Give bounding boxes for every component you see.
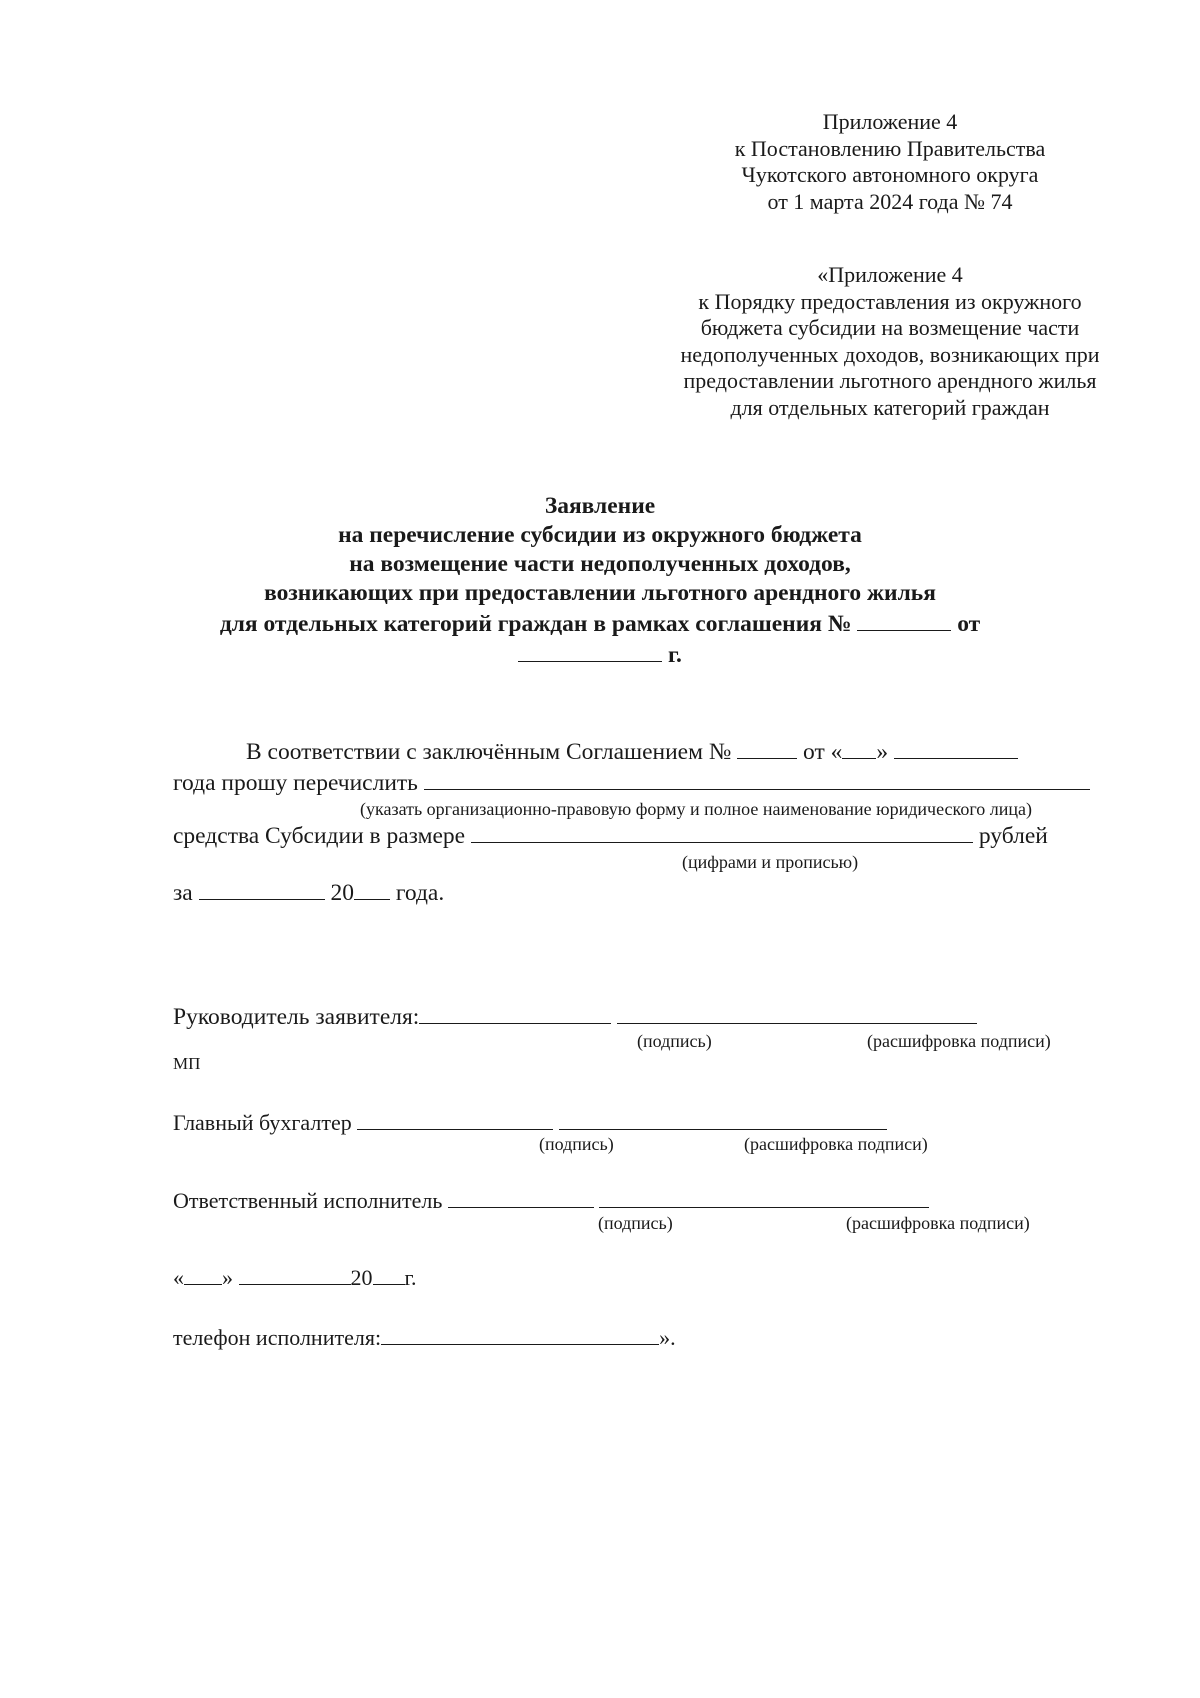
for-period-text: за: [173, 880, 193, 906]
subsidy-amount-field[interactable]: [471, 820, 973, 843]
date-day-field[interactable]: [184, 1262, 222, 1285]
header-attachment-line: Чукотского автономного округа: [741, 162, 1039, 187]
quote-close: »: [876, 739, 889, 765]
head-name-field[interactable]: [617, 1001, 977, 1024]
seal-mark: МП: [173, 1054, 201, 1073]
agreement-reference-text: В соответствии с заключённым Соглашением №: [246, 739, 732, 765]
accountant-signature-field[interactable]: [357, 1107, 553, 1130]
order-attachment: [630, 262, 1150, 421]
phone-closing: ».: [659, 1325, 676, 1350]
body-line-4: [173, 877, 444, 907]
order-attachment-line: для отдельных категорий граждан: [730, 394, 1050, 420]
order-attachment-line: предоставлении льготного арендного жилья: [683, 368, 1097, 393]
period-month-field[interactable]: [199, 877, 325, 900]
executor-label: Ответственный исполнитель: [173, 1188, 443, 1213]
order-attachment-line: бюджета субсидии на возмещение части: [700, 315, 1080, 340]
title-line: возникающих при предоставлении льготного арендного жилья: [264, 580, 936, 606]
agreement-number-field[interactable]: [857, 608, 951, 631]
title-line: на возмещение части недополученных доходов,: [349, 551, 851, 577]
accountant-label: Главный бухгалтер: [173, 1110, 352, 1135]
title-line: Заявление: [544, 493, 656, 519]
legal-entity-caption: (указать организационно-правовую форму и полное наименование юридического лица): [360, 799, 1033, 819]
title-year-suffix: г.: [667, 642, 682, 668]
date-quote-open: «: [173, 1265, 184, 1290]
header-attachment: [680, 109, 1100, 215]
amount-caption: (цифрами и прописью): [682, 852, 859, 872]
request-transfer-text: года прошу перечислить: [173, 770, 418, 796]
head-signature-line: [173, 1001, 977, 1031]
header-attachment-line: Приложение 4: [822, 109, 958, 134]
body-line-2: [173, 767, 1090, 797]
subsidy-amount-text: средства Субсидии в размере: [173, 823, 466, 849]
title-line: на перечисление субсидии из окружного бюджета: [338, 522, 862, 548]
accountant-name-field[interactable]: [559, 1107, 887, 1130]
header-attachment-line: к Постановлению Правительства: [734, 135, 1046, 161]
title-agreement-text: для отдельных категорий граждан в рамках соглашения №: [219, 611, 852, 637]
body-month-field[interactable]: [894, 736, 1018, 759]
date-year-prefix: 20: [350, 1265, 373, 1290]
accountant-decode-caption: (расшифровка подписи): [744, 1134, 928, 1154]
head-signature-field[interactable]: [419, 1001, 611, 1024]
phone-line: [173, 1322, 676, 1351]
body-line-3: [173, 820, 1048, 850]
body-agreement-number-field[interactable]: [737, 736, 797, 759]
date-quote-close: »: [222, 1265, 233, 1290]
accountant-signature-caption: (подпись): [539, 1134, 614, 1154]
executor-signature-line: [173, 1185, 929, 1214]
order-attachment-line: к Порядку предоставления из окружного: [698, 288, 1082, 314]
executor-decode-caption: (расшифровка подписи): [846, 1213, 1030, 1233]
head-decode-caption: (расшифровка подписи): [867, 1031, 1051, 1051]
title-line: [150, 608, 1050, 639]
date-line: [173, 1262, 417, 1291]
date-suffix: г.: [404, 1265, 417, 1290]
date-month-field[interactable]: [239, 1262, 351, 1285]
executor-signature-field[interactable]: [448, 1185, 594, 1208]
document-title: [150, 492, 1050, 670]
body-line-1: [246, 736, 1018, 766]
agreement-date-field[interactable]: [518, 639, 662, 662]
title-line: [150, 639, 1050, 670]
legal-entity-name-field[interactable]: [424, 767, 1090, 790]
order-attachment-line: недополученных доходов, возникающих при: [680, 341, 1100, 367]
executor-phone-field[interactable]: [381, 1322, 659, 1345]
date-year-field[interactable]: [373, 1262, 405, 1285]
body-day-field[interactable]: [842, 736, 876, 759]
head-signature-caption: (подпись): [637, 1031, 712, 1051]
from-quote-open: от «: [803, 739, 843, 765]
order-attachment-line: «Приложение 4: [817, 262, 963, 287]
executor-signature-caption: (подпись): [598, 1213, 673, 1233]
phone-label: телефон исполнителя:: [173, 1325, 382, 1350]
period-year-field[interactable]: [354, 877, 390, 900]
header-attachment-line: от 1 марта 2024 года № 74: [767, 188, 1013, 214]
rubles-label: рублей: [978, 823, 1048, 849]
executor-name-field[interactable]: [599, 1185, 929, 1208]
title-from: от: [957, 611, 981, 637]
year-prefix: 20: [330, 880, 354, 906]
head-label: Руководитель заявителя:: [173, 1004, 420, 1030]
year-suffix: года.: [395, 880, 445, 906]
accountant-signature-line: [173, 1107, 887, 1136]
